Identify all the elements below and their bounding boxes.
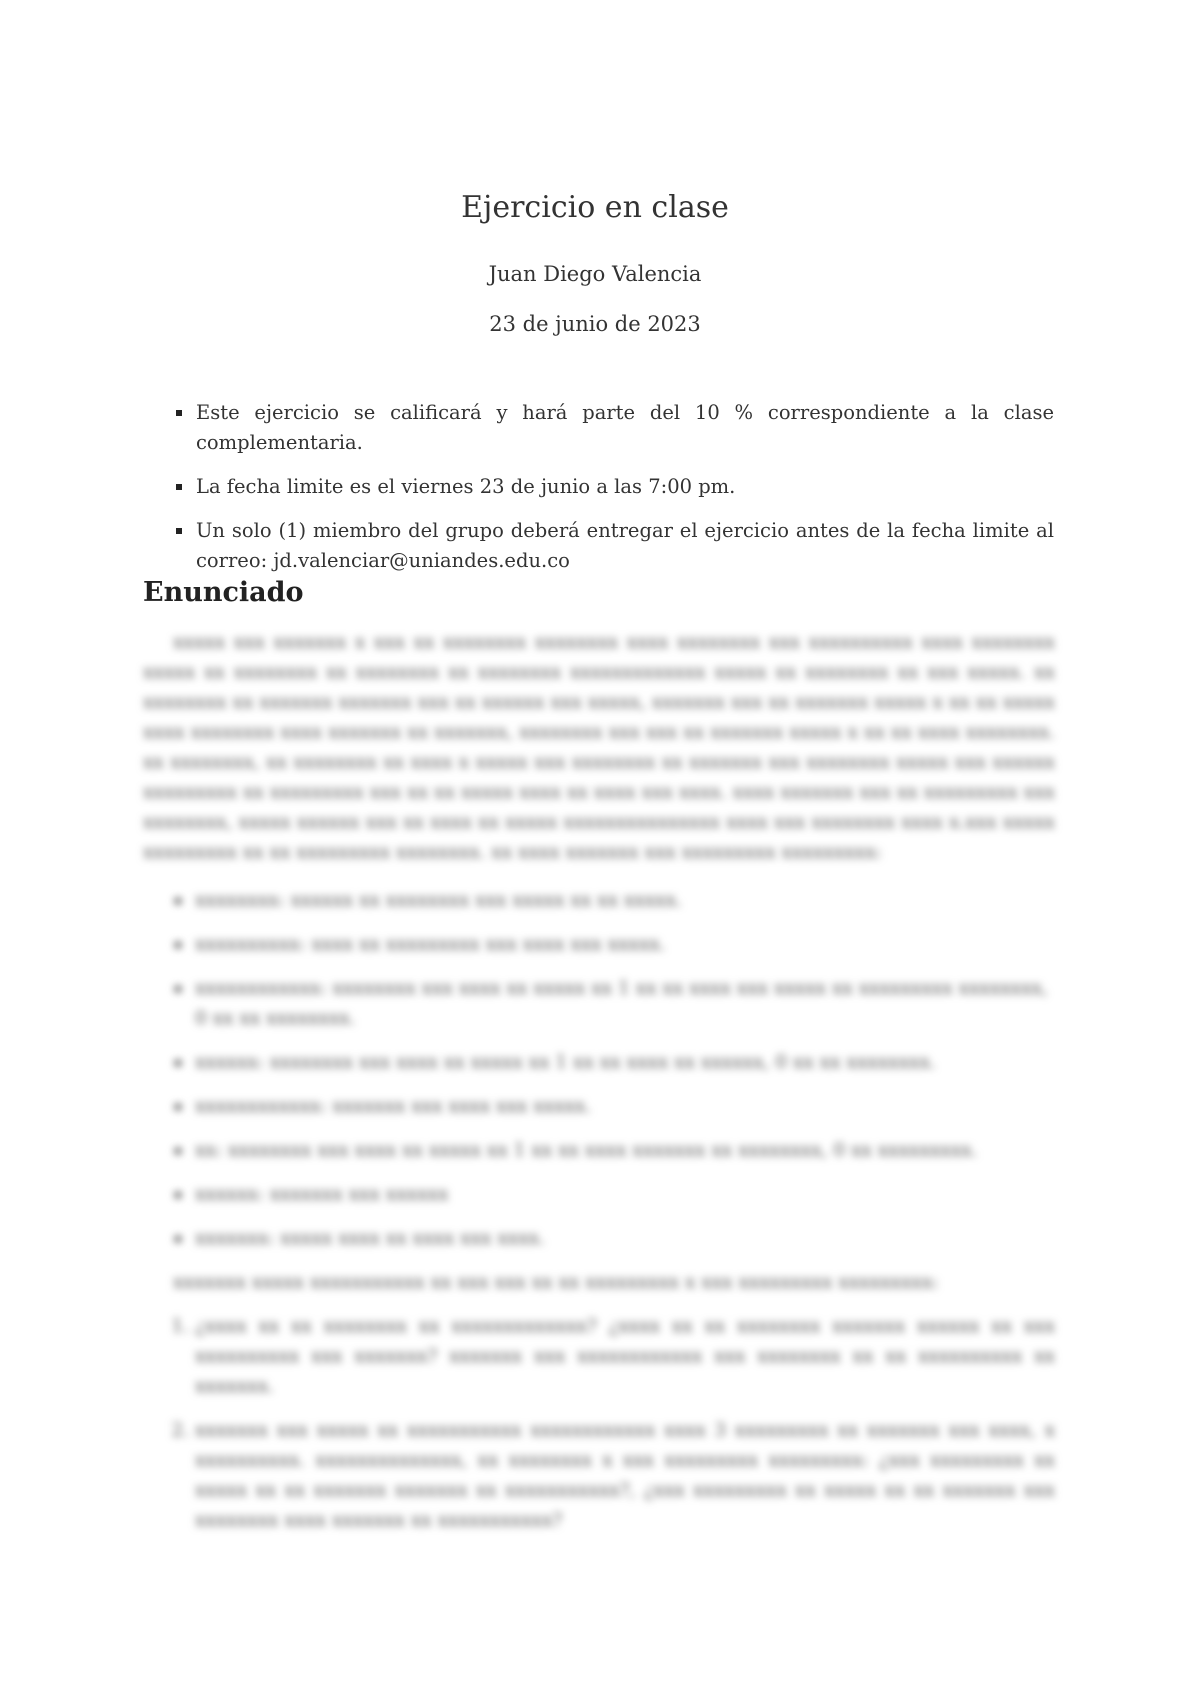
document-author: Juan Diego Valencia: [488, 262, 702, 286]
document-date: 23 de junio de 2023: [489, 312, 701, 336]
section-heading: Enunciado: [143, 577, 304, 608]
instruction-item: Un solo (1) miembro del grupo deberá entregar el ejercicio antes de la fecha limite al correo: jd.valenciar@uniandes.edu.co: [174, 516, 1054, 576]
instruction-item: Este ejercicio se calificará y hará parte del 10 % correspondiente a la clase complementaria.: [174, 398, 1054, 458]
instruction-item: La fecha limite es el viernes 23 de junio a las 7:00 pm.: [174, 472, 1054, 502]
blurred-content: xxxxx xxx xxxxxxx x xxx xx xxxxxxxx xxxxxxxx xxxx xxxxxxxx xxx xxxxxxxxxx xxxx xxxxxxxx xxxxx xx xxxxxxxx xx xxxxxxxx xx xxxxxxxx xxxxxxxxxxxxx xxxxx xx xxxxxxxx xx xxx xxxxx. xx xxxxxxxx xx xxxxxxx xxxxxxx xxx xx xxxxxx xxx xxxxx, xxxxxxx xxx xx xxxxxxx xxxxx x xx xx xxxxx xxxx xxxxxxxx xxxx xxxxxxx xx xxxxxxx, xxxxxxxx xxx xxx xx xxxxxxx xxxxx x xx xx xxxx xxxxxxxx. xx xxxxxxxx, xx xxxxxxxx xx xxxx x xxxxx xxx xxxxxxxx xx xxxxxxx xxx xxxxxxxx xxxxx xxx xxxxxx xxxxxxxxx xx xxxxxxxxx xxx xx xx xxxxx xxxx xx xxxx xxx xxxx. xxxx xxxxxxx xxx xx xxxxxxxxx xxx xxxxxxxx, xxxxx xxxxxx xxx xx xxxx xx xxxxx xxxxxxxxxxxxxxx xxxx xxx xxxxxxxx xxxx x.xxx xxxxx xxxxxxxxx xx xx xxxxxxxxx xxxxxxxx. xx xxxx xxxxxxx xxx xxxxxxxxx xxxxxxxxx: xxxxxxxx: xxxxxx xx xxxxxxxx xxx xxxxx xx xx xxxxx. xxxxxxxxxx: xxxx xx xxxxxxxxx xxx xxxx xxx xxxxx. xxxxxxxxxxxx: xxxxxxxx xxx xxxx xx xxxxx xx 1 xx xx xxxx xxx xxxxx xx xxxxxxxxx xxxxxxxx, 0 xx xx xxxxxxxx. xxxxxx: xxxxxxxx xxx xxxx xx xxxxx xx 1 xx xx xxxx xx xxxxxx, 0 xx xx xxxxxxxx. xxxxxxxxxxxx: xxxxxxx xxx xxxx xxx xxxxx. xx: xxxxxxxx xxx xxxx xx xxxxx xx 1 xx xx xxxx xxxxxxx xx xxxxxxxx, 0 xx xxxxxxxxx. xxxxxx: xxxxxxx xxx xxxxxx xxxxxxx: xxxxx xxxx xx xxxx xxx xxxx. xxxxxxx xxxxx xxxxxxxxxxx xx xxx xxx xx xx xxxxxxxxx x xxx xxxxxxxxx xxxxxxxxx: 1. ¿xxxx xx xx xxxxxxxx xx xxxxxxxxxxxxx? ¿xxxx xx xx xxxxxxxx xxxxxxx xxxxxx xx xxx xxxxxxxxxx xxx xxxxxxx? xxxxxxx xxx xxxxxxxxxxxx xxx xxxxxxxx xx xx xxxxxxxxxx xx xxxxxxx. 2. xxxxxxx xxx xxxxx xx xxxxxxxxxxx xxxxxxxxxxxx xxxx 3 xxxxxxxxx xx xxxxxxx xxx xxxx, x xxxxxxxxxx. xxxxxxxxxxxxxx, xx xxxxxxxx x xxx xxxxxxxxx xxxxxxxxx: ¿xxx xxxxxxxxx xx xxxxx xx xx xxxxxxx xxxxxxx xx xxxxxxxxxxx?, ¿xxx xxxxxxxxx xx xxxxx xx xx xxxxxxx xxx xxxxxxxx xxxx xxxxxxx xx xxxxxxxxxxx?: [143, 628, 1055, 1550]
instructions-list: [174, 398, 1054, 590]
document-title: Ejercicio en clase: [461, 190, 729, 225]
